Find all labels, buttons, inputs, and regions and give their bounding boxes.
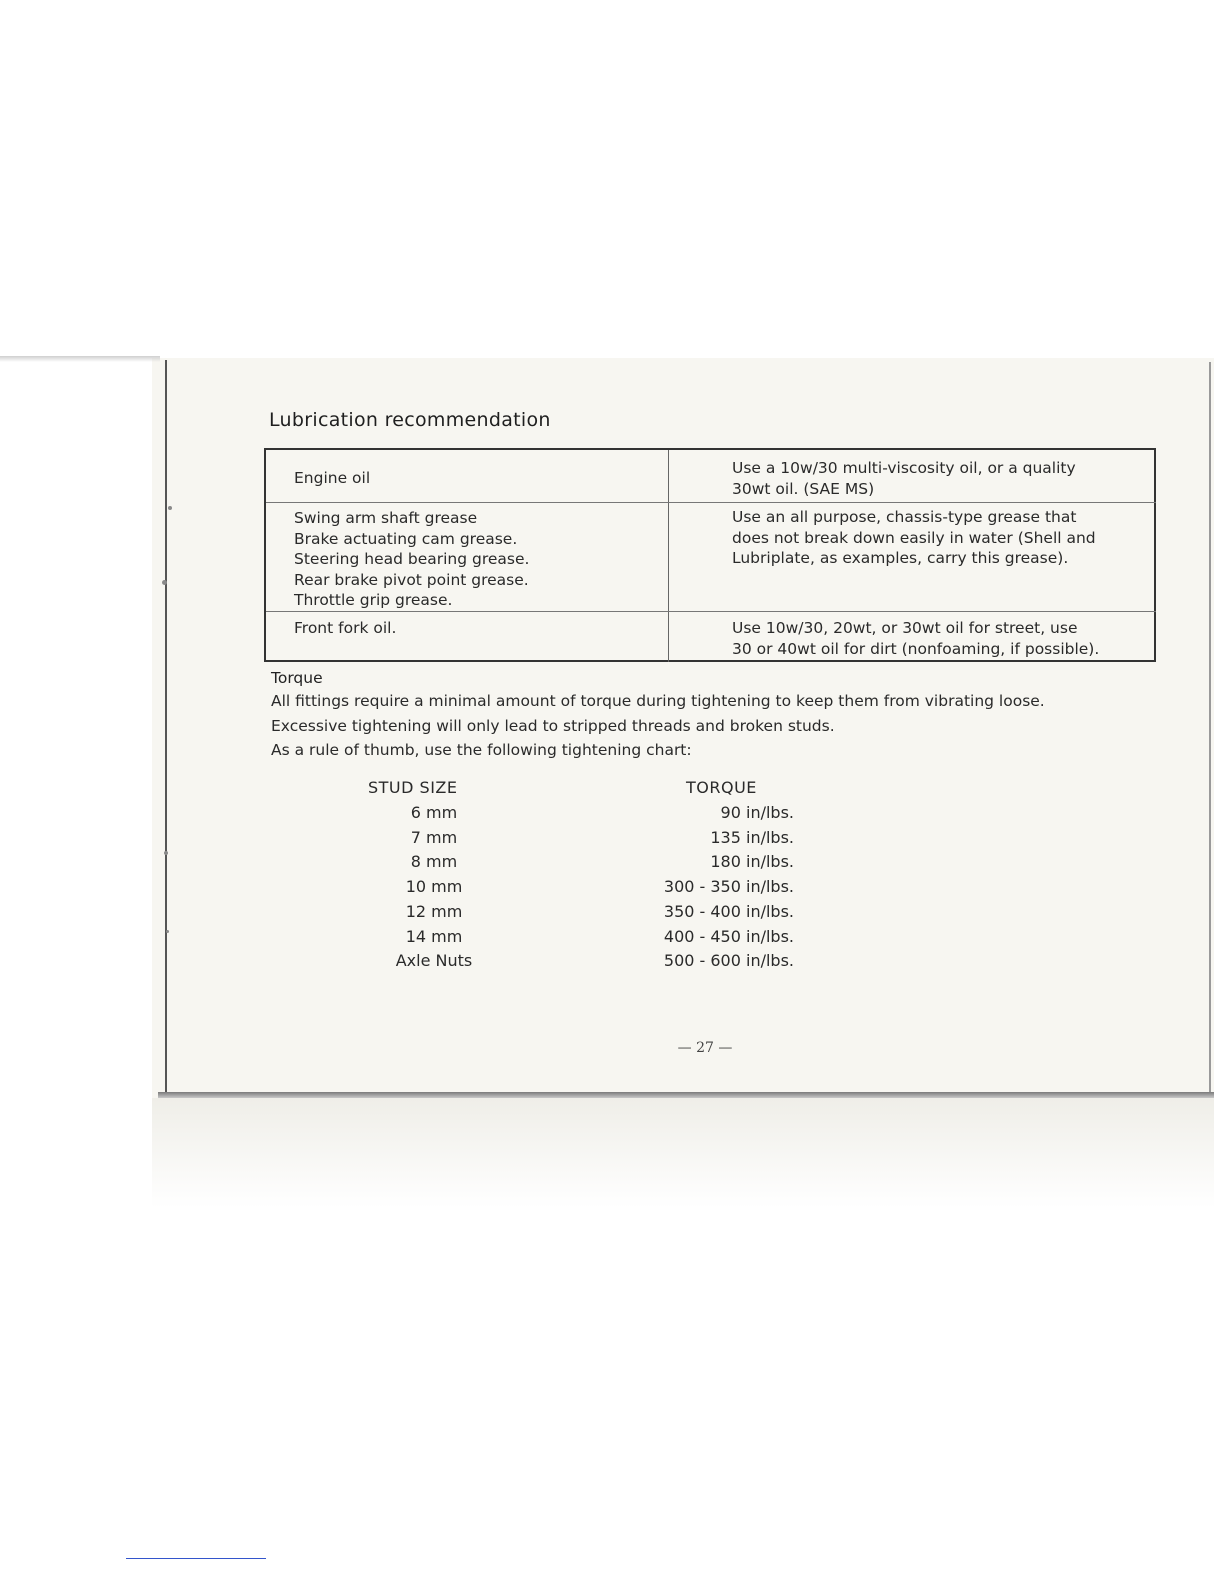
stud-size-value: 14 mm bbox=[405, 927, 463, 946]
table-row-divider bbox=[266, 502, 1156, 503]
torque-paragraph-line: All fittings require a minimal amount of torque during tightening to keep them from vibrating loose. bbox=[271, 692, 1045, 710]
page-right-edge bbox=[1209, 362, 1211, 1202]
table-row-divider bbox=[266, 611, 1156, 612]
item-line: Swing arm shaft grease bbox=[294, 509, 478, 527]
torque-value: 135 in/lbs. bbox=[710, 828, 794, 847]
torque-chart-header-torque: TORQUE bbox=[686, 778, 757, 797]
recommendation-line: 30wt oil. (SAE MS) bbox=[732, 479, 875, 498]
recommendation-line: 30 or 40wt oil for dirt (nonfoaming, if possible). bbox=[732, 639, 1100, 658]
table-cell-recommendation bbox=[732, 458, 1126, 499]
torque-value: 500 - 600 in/lbs. bbox=[663, 951, 794, 970]
torque-heading: Torque bbox=[271, 669, 323, 687]
recommendation-line: Use 10w/30, 20wt, or 30wt oil for street, use bbox=[732, 619, 1078, 637]
scan-speck bbox=[164, 851, 168, 855]
recommendation-line: Lubriplate, as examples, carry this grease). bbox=[732, 549, 1069, 567]
item-line: Rear brake pivot point grease. bbox=[294, 570, 529, 589]
item-line: Engine oil bbox=[294, 469, 371, 487]
item-line: Brake actuating cam grease. bbox=[294, 529, 518, 548]
table-cell-recommendation bbox=[732, 618, 1126, 659]
recommendation-line: does not break down easily in water (Shell and bbox=[732, 528, 1096, 547]
torque-paragraph-line: Excessive tightening will only lead to stripped threads and broken studs. bbox=[271, 717, 835, 735]
stud-size-value: 10 mm bbox=[405, 877, 463, 896]
table-cell-item bbox=[294, 508, 529, 611]
lubrication-table bbox=[264, 448, 1156, 662]
underline-rule bbox=[126, 1558, 266, 1559]
page-bottom-fade bbox=[152, 1098, 1214, 1208]
item-line: Front fork oil. bbox=[294, 619, 397, 637]
torque-value: 300 - 350 in/lbs. bbox=[663, 877, 794, 896]
recommendation-line: Use an all purpose, chassis-type grease that bbox=[732, 508, 1077, 526]
table-column-divider bbox=[668, 450, 669, 662]
torque-paragraph-line: As a rule of thumb, use the following tightening chart: bbox=[271, 741, 692, 759]
table-cell-recommendation bbox=[732, 507, 1126, 569]
torque-value: 90 in/lbs. bbox=[720, 803, 794, 822]
item-line: Steering head bearing grease. bbox=[294, 550, 530, 568]
table-cell-item bbox=[294, 468, 370, 489]
stud-size-value: 7 mm bbox=[410, 828, 458, 847]
scan-speck bbox=[162, 580, 167, 585]
page-top-shadow bbox=[0, 356, 160, 362]
item-line: Throttle grip grease. bbox=[294, 591, 453, 609]
stud-size-value: 6 mm bbox=[410, 803, 458, 822]
stud-size-value: 8 mm bbox=[410, 852, 458, 871]
stud-size-value: Axle Nuts bbox=[395, 951, 473, 970]
torque-value: 180 in/lbs. bbox=[710, 852, 794, 871]
page-number: — 27 — bbox=[677, 1040, 733, 1056]
scan-speck bbox=[166, 930, 169, 933]
stud-size-value: 12 mm bbox=[405, 902, 463, 921]
recommendation-line: Use a 10w/30 multi-viscosity oil, or a quality bbox=[732, 459, 1076, 477]
torque-chart-header-stud-size: STUD SIZE bbox=[368, 778, 458, 797]
binding-edge bbox=[165, 360, 167, 1095]
section-title: Lubrication recommendation bbox=[269, 409, 551, 431]
torque-value: 350 - 400 in/lbs. bbox=[663, 902, 794, 921]
table-cell-item bbox=[294, 618, 396, 639]
torque-value: 400 - 450 in/lbs. bbox=[663, 927, 794, 946]
scan-speck bbox=[168, 506, 172, 510]
